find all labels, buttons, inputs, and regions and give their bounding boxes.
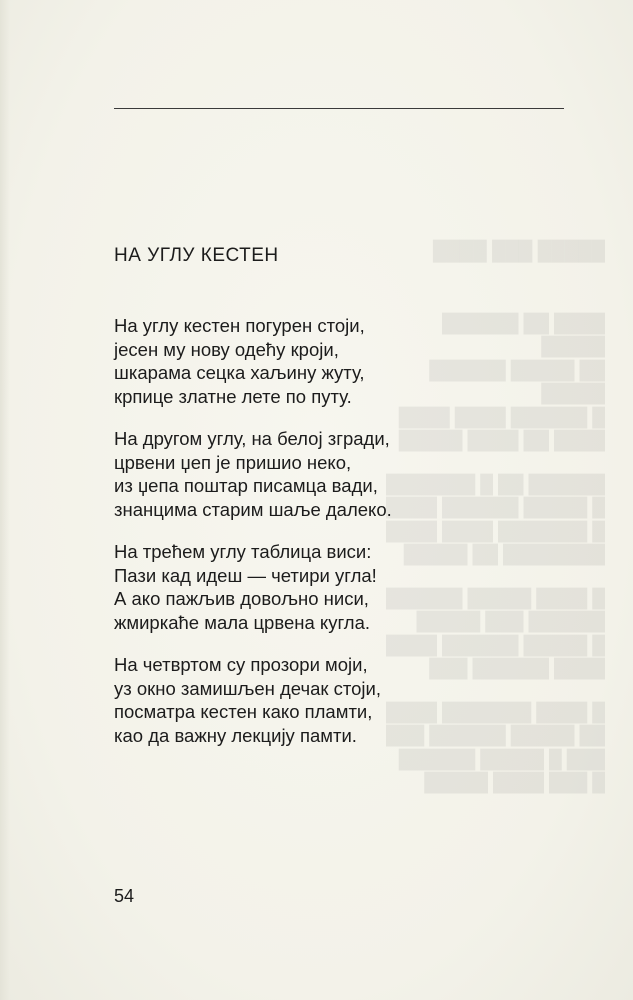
poem-line: жмиркаће мала црвена кугла. xyxy=(114,611,371,633)
page-number: 54 xyxy=(114,886,135,906)
stanza-4 xyxy=(114,653,554,747)
poem-line: црвени џеп је пришио неко, xyxy=(114,451,352,473)
reverse-page-bleed-through: █████ ███ ████ ████ ██ ██████ █████ ██ █████ ██████ █████ █ ██████ ████ ████ ████ ██ ████ █████ ██████ ██ █ ███████ █ █████ ██████ ████ █ ███████ ████ ████ ████████ ██ █████ █ ████ █████ ██████ ██████ ███ █████ █ █████ ██████ ████ ████ ██████ ███ █ ████ ███████ ████ ██ █████ ██████ ███ ███ █ █████ ██████ █ ███ ████ █████ xyxy=(385,241,605,792)
poem-line: Пази кад идеш — четири угла! xyxy=(114,564,377,586)
poem-line: А ако пажљив довољно ниси, xyxy=(114,588,369,609)
stanza-2 xyxy=(114,427,554,521)
poem-line: уз окно замишљен дечак стоји, xyxy=(114,677,381,699)
poem-line: шкарама сецка хаљину жуту, xyxy=(114,362,365,383)
poem-body xyxy=(114,314,554,766)
poem-line: крпице златне лете по путу. xyxy=(114,385,352,407)
page-edge-shadow xyxy=(0,0,10,1000)
poem-line: посматра кестен како пламти, xyxy=(114,701,373,722)
poem-line: На другом углу, на белој згради, xyxy=(114,428,390,449)
poem-line: као да важну лекцију памти. xyxy=(114,724,357,746)
poem-line: из џепа поштар писамца вади, xyxy=(114,475,378,496)
stanza-1 xyxy=(114,314,554,408)
stanza-3 xyxy=(114,540,554,634)
poem-line: На трећем углу таблица виси: xyxy=(114,541,372,562)
poem-line: На четвртом су прозори моји, xyxy=(114,654,368,675)
poem-line: знанцима старим шаље далеко. xyxy=(114,498,392,520)
header-rule xyxy=(114,108,564,109)
poem-line: јесен му нову одећу кроји, xyxy=(114,338,339,360)
poem-line: На углу кестен погурен стоји, xyxy=(114,315,365,336)
poem-title: НА УГЛУ КЕСТЕН xyxy=(114,245,279,266)
